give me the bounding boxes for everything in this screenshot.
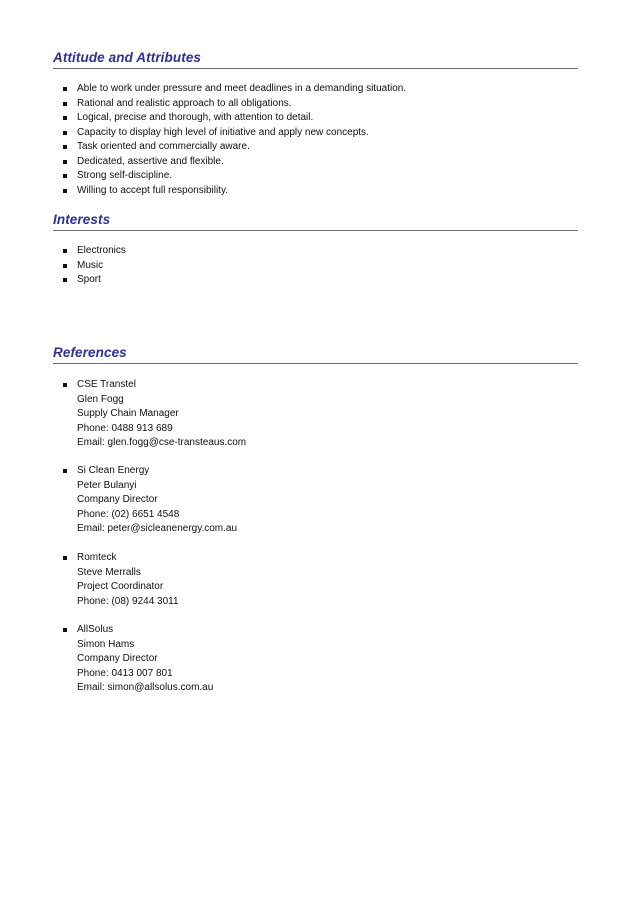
reference-name: Simon Hams: [77, 638, 135, 650]
reference-email: Email: peter@sicleanenergy.com.au: [77, 523, 238, 534]
attitude-section: [53, 50, 578, 69]
reference-title: Supply Chain Manager: [77, 408, 179, 419]
reference-phone: Phone: 0488 913 689: [77, 422, 173, 434]
list-item-text: Sport: [77, 274, 101, 285]
list-item-text: Logical, precise and thorough, with attention to detail.: [77, 112, 314, 123]
reference-entry: [63, 378, 246, 451]
bullet-icon: [63, 102, 67, 106]
list-item: [63, 82, 406, 97]
reference-company: Si Clean Energy: [77, 465, 150, 476]
bullet-icon: [63, 628, 67, 632]
bullet-icon: [63, 249, 67, 253]
reference-name: Glen Fogg: [77, 393, 124, 405]
list-item: [63, 184, 406, 199]
bullet-icon: [63, 278, 67, 282]
bullet-icon: [63, 264, 67, 268]
list-item-text: Capacity to display high level of initiative and apply new concepts.: [77, 126, 369, 138]
list-item: [63, 126, 406, 141]
list-item: [63, 97, 406, 112]
attitude-heading: Attitude and Attributes: [53, 50, 578, 69]
list-item: [63, 259, 126, 274]
reference-entry: [63, 464, 237, 537]
list-item-text: Rational and realistic approach to all obligations.: [77, 97, 292, 109]
list-item: [63, 273, 126, 288]
bullet-icon: [63, 174, 67, 178]
reference-title: Company Director: [77, 494, 158, 505]
bullet-icon: [63, 116, 67, 120]
reference-company: AllSolus: [77, 624, 114, 635]
list-item-text: Dedicated, assertive and flexible.: [77, 155, 224, 167]
bullet-icon: [63, 189, 67, 193]
list-item-text: Electronics: [77, 245, 126, 256]
list-item-text: Willing to accept full responsibility.: [77, 184, 228, 196]
list-item: [63, 140, 406, 155]
reference-title: Company Director: [77, 653, 158, 664]
reference-name: Steve Merralls: [77, 566, 141, 578]
attitude-list: [63, 82, 406, 198]
reference-company: CSE Transtel: [77, 379, 136, 390]
interests-heading: Interests: [53, 212, 578, 231]
references-section: [53, 345, 578, 364]
reference-phone: Phone: (08) 9244 3011: [77, 595, 179, 607]
reference-phone: Phone: 0413 007 801: [77, 667, 173, 679]
reference-name: Peter Bulanyi: [77, 479, 137, 491]
reference-phone: Phone: (02) 6651 4548: [77, 508, 180, 520]
list-item-text: Music: [77, 259, 104, 271]
bullet-icon: [63, 383, 67, 387]
bullet-icon: [63, 131, 67, 135]
list-item: [63, 169, 406, 184]
references-heading: References: [53, 345, 578, 364]
bullet-icon: [63, 145, 67, 149]
list-item: [63, 244, 126, 259]
list-item-text: Strong self-discipline.: [77, 170, 173, 181]
reference-email: Email: glen.fogg@cse-transteaus.com: [77, 437, 247, 448]
interests-list: [63, 244, 126, 288]
interests-section: [53, 212, 578, 231]
bullet-icon: [63, 160, 67, 164]
reference-title: Project Coordinator: [77, 581, 164, 592]
reference-entry: [63, 551, 179, 609]
bullet-icon: [63, 556, 67, 560]
bullet-icon: [63, 87, 67, 91]
list-item: [63, 155, 406, 170]
list-item-text: Task oriented and commercially aware.: [77, 141, 250, 152]
list-item-text: Able to work under pressure and meet deadlines in a demanding situation.: [77, 83, 407, 94]
list-item: [63, 111, 406, 126]
reference-entry: [63, 623, 213, 696]
reference-company: Romteck: [77, 552, 117, 563]
bullet-icon: [63, 469, 67, 473]
reference-email: Email: simon@allsolus.com.au: [77, 682, 214, 693]
